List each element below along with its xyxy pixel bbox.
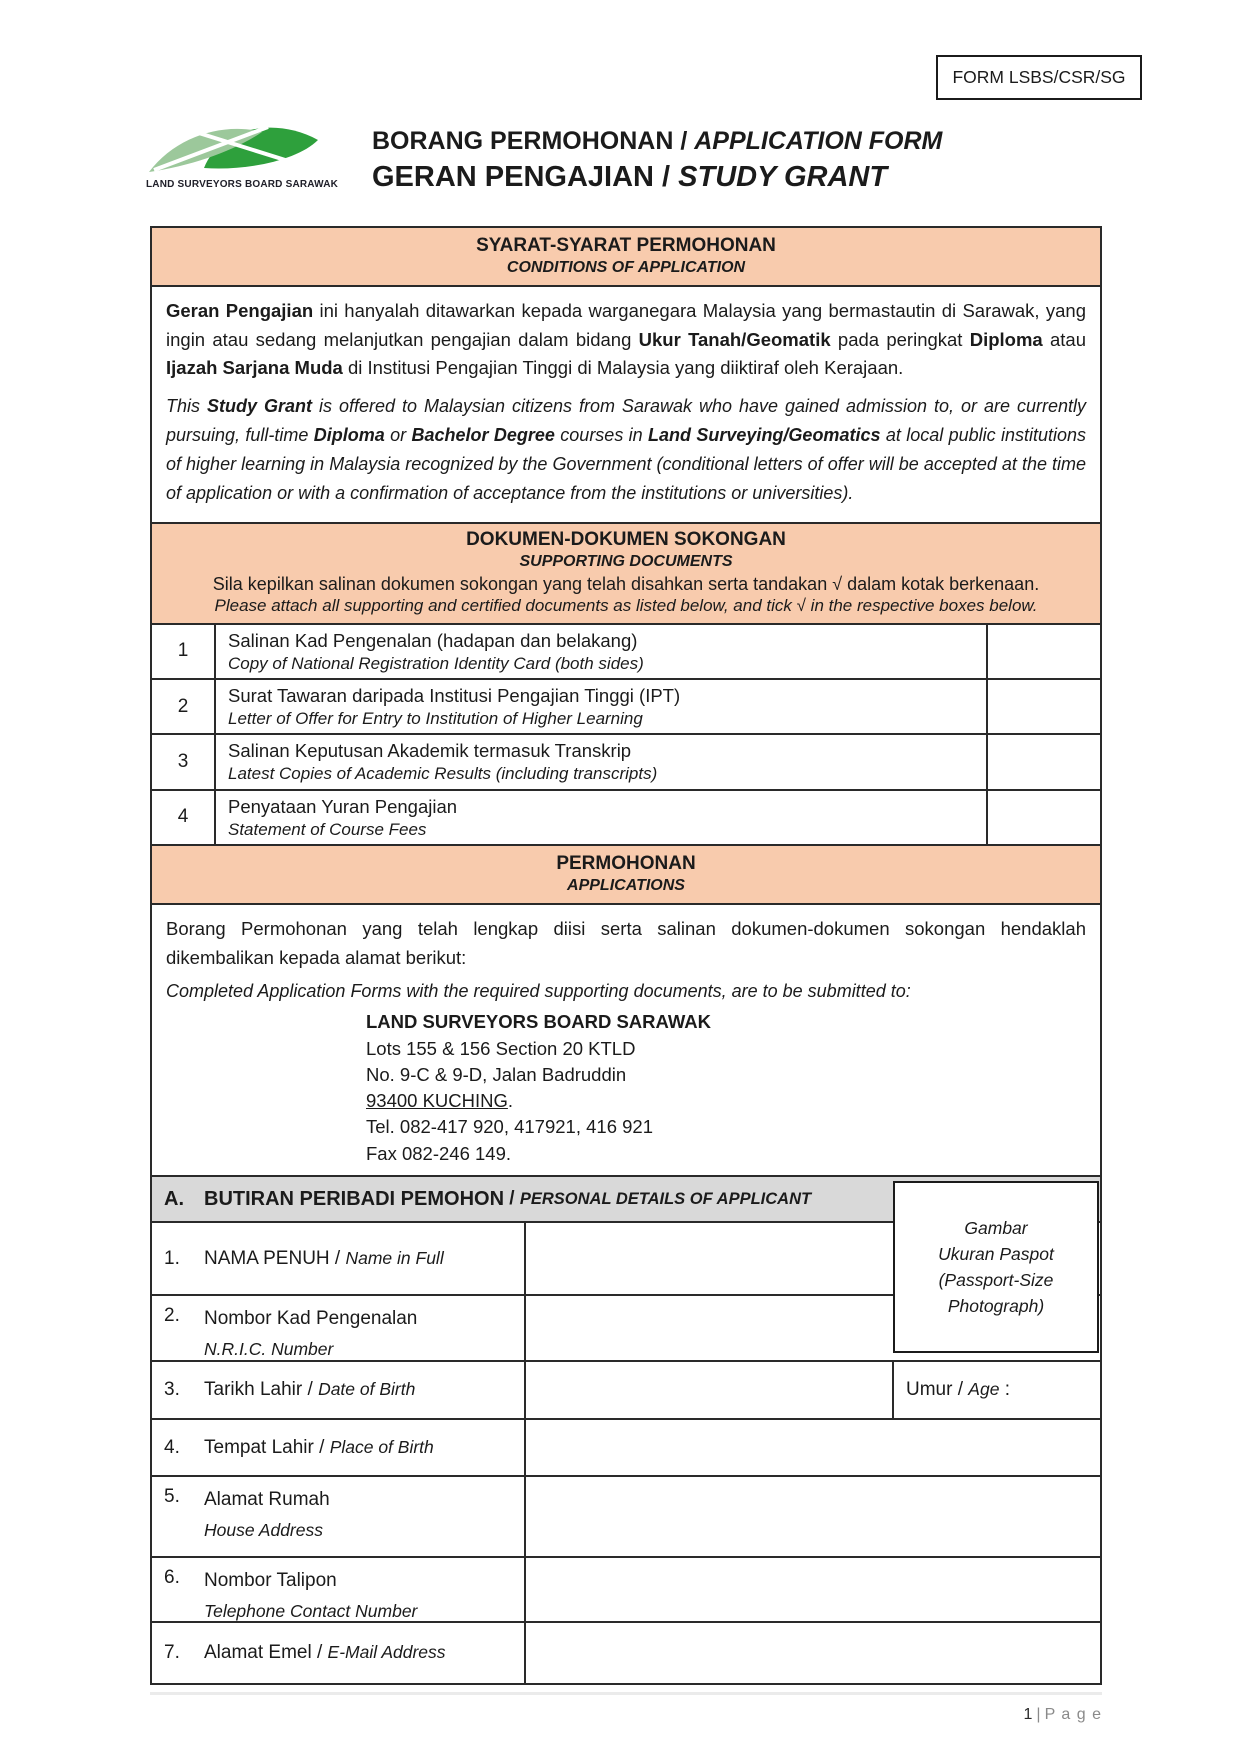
page-word: P a g e xyxy=(1044,1706,1102,1723)
field-number-4: 4. xyxy=(164,1436,180,1458)
address-name: LAND SURVEYORS BOARD SARAWAK xyxy=(366,1011,712,1033)
field-number-3: 3. xyxy=(164,1379,180,1400)
field-number-7: 7. xyxy=(164,1642,180,1663)
field-label-house-address xyxy=(152,1477,526,1556)
photo-box-line-4: Photograph) xyxy=(947,1296,1045,1317)
doc-description-1-english: Copy of National Registration Identity Card (both sides) xyxy=(228,653,644,673)
field-row-telephone xyxy=(150,1558,1102,1623)
field-label-house-address-text xyxy=(204,1486,330,1556)
doc-row-2 xyxy=(152,680,1100,735)
applications-body xyxy=(152,905,1100,1181)
field-number-5: 5. xyxy=(164,1486,180,1507)
tick-box-1[interactable] xyxy=(988,625,1100,678)
form-title xyxy=(372,127,942,194)
passport-photo-box[interactable] xyxy=(893,1181,1099,1353)
conditions-header-english: CONDITIONS OF APPLICATION xyxy=(506,259,746,276)
telephone-number-input[interactable] xyxy=(526,1558,1100,1621)
field-number-6: 6. xyxy=(164,1567,180,1588)
supporting-docs-header-english: SUPPORTING DOCUMENTS xyxy=(519,552,733,570)
logo-caption: LAND SURVEYORS BOARD SARAWAK xyxy=(146,179,339,190)
lsbs-logo-icon xyxy=(146,114,322,178)
tick-box-4[interactable] xyxy=(988,791,1100,844)
conditions-paragraph-malay: Geran Pengajian ini hanyalah ditawarkan kepada warganegara Malaysia yang bermastautin di Sarawak, yang ingin atau sedang melanjutkan pengajian dalam bidang Ukur Tanah/Geomatik pada peringkat Diploma atau Ijazah Sarjana Muda di Institusi Pengajian Tinggi di Malaysia yang diiktiraf oleh Kerajaan. xyxy=(166,300,1087,379)
title-line1-english: APPLICATION FORM xyxy=(694,127,943,155)
field-label-name-malay: NAMA PENUH xyxy=(204,1247,330,1269)
field-label-house-address-english: House Address xyxy=(204,1519,323,1540)
field-label-telephone-text xyxy=(204,1567,417,1621)
conditions-header-malay: SYARAT-SYARAT PERMOHONAN xyxy=(476,235,776,256)
supporting-docs-header-malay: DOKUMEN-DOKUMEN SOKONGAN xyxy=(466,528,786,550)
conditions-header xyxy=(152,228,1100,287)
field-label-date-of-birth-text xyxy=(204,1379,415,1401)
field-row-email xyxy=(150,1623,1102,1685)
doc-number-4: 4 xyxy=(152,791,216,844)
field-label-email-malay: Alamat Emel xyxy=(204,1642,312,1663)
form-code-text: FORM LSBS/CSR/SG xyxy=(952,67,1126,87)
field-label-dob-separator: / xyxy=(302,1379,319,1400)
age-cell[interactable] xyxy=(894,1362,1100,1418)
address-line2: No. 9-C & 9-D, Jalan Badruddin xyxy=(366,1063,627,1085)
field-row-house-address xyxy=(150,1477,1102,1558)
doc-number-1: 1 xyxy=(152,625,216,678)
doc-description-3 xyxy=(216,735,988,788)
field-label-name-separator: / xyxy=(329,1247,346,1269)
title-line2-separator: / xyxy=(654,161,679,193)
field-label-dob-english: Date of Birth xyxy=(318,1379,416,1399)
field-label-pob-separator: / xyxy=(313,1436,330,1458)
tick-box-3[interactable] xyxy=(988,735,1100,788)
section-a-title-separator: / xyxy=(504,1188,520,1209)
field-label-house-address-malay: Alamat Rumah xyxy=(204,1489,330,1510)
age-label-english: Age xyxy=(968,1379,1000,1399)
doc-number-2: 2 xyxy=(152,680,216,733)
field-number-1: 1. xyxy=(164,1247,180,1269)
doc-number-3: 3 xyxy=(152,735,216,788)
field-label-email-text xyxy=(204,1642,446,1664)
form-title-line2 xyxy=(372,161,942,194)
doc-description-1-malay: Salinan Kad Pengenalan (hadapan dan belakang) xyxy=(228,629,638,651)
main-content-box xyxy=(150,226,1102,1183)
age-label-colon: : xyxy=(999,1379,1010,1400)
field-label-telephone-english: Telephone Contact Number xyxy=(204,1600,418,1621)
page-number-separator: | xyxy=(1036,1706,1041,1723)
page-number: 1 xyxy=(1023,1706,1033,1723)
field-label-telephone-malay: Nombor Talipon xyxy=(204,1570,337,1591)
address-block xyxy=(366,1009,1086,1167)
address-city xyxy=(366,1088,1086,1114)
applications-header-english: APPLICATIONS xyxy=(567,876,685,894)
photo-box-line-2: Ukuran Paspot xyxy=(938,1243,1054,1264)
age-label xyxy=(906,1379,1010,1401)
field-label-nric-text xyxy=(204,1305,417,1360)
title-line2-english: STUDY GRANT xyxy=(678,161,888,193)
form-title-line1 xyxy=(372,127,942,156)
age-label-malay: Umur xyxy=(906,1379,953,1400)
page-footer xyxy=(150,1692,1102,1724)
address-telephone: Tel. 082-417 920, 417921, 416 921 xyxy=(366,1116,653,1138)
address-fax: Fax 082-246 149. xyxy=(366,1142,512,1164)
field-label-place-of-birth xyxy=(152,1420,526,1475)
house-address-input[interactable] xyxy=(526,1477,1100,1556)
title-line1-separator: / xyxy=(673,127,695,155)
supporting-docs-header xyxy=(152,524,1100,625)
doc-description-4-malay: Penyataan Yuran Pengajian xyxy=(228,795,458,817)
field-label-email-english: E-Mail Address xyxy=(327,1642,446,1662)
field-label-date-of-birth xyxy=(152,1362,526,1418)
field-label-email-separator: / xyxy=(311,1642,328,1663)
place-of-birth-input[interactable] xyxy=(526,1420,1100,1475)
doc-row-4 xyxy=(152,791,1100,846)
field-number-2: 2. xyxy=(164,1305,180,1326)
photo-box-line-1: Gambar xyxy=(964,1217,1028,1238)
age-label-separator: / xyxy=(952,1379,969,1400)
applications-header xyxy=(152,846,1100,905)
field-label-place-of-birth-text xyxy=(204,1437,434,1459)
doc-description-2-malay: Surat Tawaran daripada Institusi Pengajian Tinggi (IPT) xyxy=(228,684,681,706)
field-label-email xyxy=(152,1623,526,1683)
email-address-input[interactable] xyxy=(526,1623,1100,1683)
applications-body-malay: Borang Permohonan yang telah lengkap diisi serta salinan dokumen-dokumen sokongan hendaklah dikembalikan kepada alamat berikut: xyxy=(166,917,1086,968)
applications-body-english: Completed Application Forms with the required supporting documents, are to be submitted to: xyxy=(166,981,911,1002)
doc-description-3-malay: Salinan Keputusan Akademik termasuk Transkrip xyxy=(228,740,632,762)
form-code-box xyxy=(936,55,1142,100)
applications-header-malay: PERMOHONAN xyxy=(556,852,696,874)
field-row-date-of-birth xyxy=(150,1362,1102,1420)
conditions-paragraph-english: This Study Grant is offered to Malaysian citizens from Sarawak who have gained admission to, or are currently pursuing, full-time Diploma or Bachelor Degree courses in Land Surveying/Geomatics at local public institutions of higher learning in Malaysia recognized by the Government (conditional letters of offer will be accepted at the time of application or with a confirmation of acceptance from the institutions or universities). xyxy=(166,396,1086,504)
address-city-text: 93400 KUCHING xyxy=(366,1090,508,1112)
field-label-pob-english: Place of Birth xyxy=(329,1436,434,1457)
field-label-pob-malay: Tempat Lahir xyxy=(204,1436,314,1458)
section-a-title-malay: BUTIRAN PERIBADI PEMOHON xyxy=(204,1187,505,1210)
field-label-nric-malay: Nombor Kad Pengenalan xyxy=(204,1308,418,1329)
doc-description-4-english: Statement of Course Fees xyxy=(228,819,427,839)
doc-row-3 xyxy=(152,735,1100,790)
field-label-nric-english: N.R.I.C. Number xyxy=(204,1338,334,1359)
title-line2-malay: GERAN PENGAJIAN xyxy=(372,161,654,193)
field-label-dob-malay: Tarikh Lahir xyxy=(204,1379,303,1400)
tick-box-2[interactable] xyxy=(988,680,1100,733)
field-row-place-of-birth xyxy=(150,1420,1102,1477)
field-label-name-english: Name in Full xyxy=(345,1247,444,1268)
section-a-title-english: PERSONAL DETAILS OF APPLICANT xyxy=(519,1189,812,1208)
lsbs-logo xyxy=(146,114,339,190)
field-label-telephone xyxy=(152,1558,526,1621)
field-label-name xyxy=(152,1223,526,1294)
doc-description-3-english: Latest Copies of Academic Results (including transcripts) xyxy=(228,764,658,784)
doc-description-2-english: Letter of Offer for Entry to Institution of Higher Learning xyxy=(228,708,643,728)
supporting-docs-note-malay: Sila kepilkan salinan dokumen sokongan yang telah disahkan serta tandakan √ dalam kotak berkenaan. xyxy=(212,573,1040,594)
field-label-name-text xyxy=(204,1248,444,1270)
doc-description-2 xyxy=(216,680,988,733)
date-of-birth-input[interactable] xyxy=(526,1362,894,1418)
doc-description-1 xyxy=(216,625,988,678)
conditions-body xyxy=(152,287,1100,524)
photo-box-line-3: (Passport-Size xyxy=(938,1270,1054,1290)
field-label-nric xyxy=(152,1296,526,1360)
doc-description-4 xyxy=(216,791,988,844)
address-line1: Lots 155 & 156 Section 20 KTLD xyxy=(366,1037,636,1059)
section-a-letter: A. xyxy=(164,1187,184,1210)
supporting-docs-note-english: Please attach all supporting and certified documents as listed below, and tick √ in the respective boxes below. xyxy=(214,595,1038,615)
address-city-suffix: . xyxy=(507,1090,514,1112)
title-line1-malay: BORANG PERMOHONAN xyxy=(372,127,674,155)
doc-row-1 xyxy=(152,625,1100,680)
